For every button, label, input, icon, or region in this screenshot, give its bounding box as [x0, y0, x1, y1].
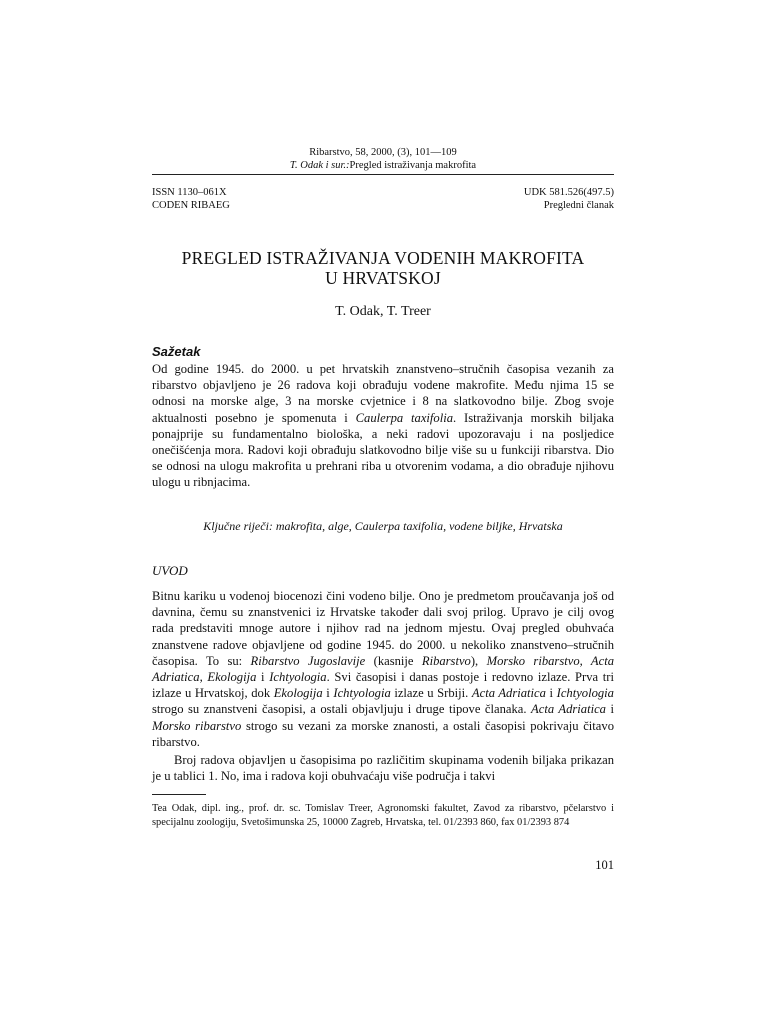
intro-text: izlaze u Srbiji.	[390, 686, 472, 701]
journal-name: Ichtyologia	[269, 670, 327, 685]
journal-name: Morsko ribarstvo, Acta Adriatica, Ekologija	[152, 653, 614, 685]
intro-text: i	[545, 686, 557, 701]
footnote: Tea Odak, dipl. ing., prof. dr. sc. Tomislav Treer, Agronomski fakultet, Zavod za ribarstvo, pčelarstvo i specijalnu zoologiju, Svetošimunska 25, 10000 Zagreb, Hrvatska, tel. 01/2393 860, fax 01/2393 874	[152, 803, 614, 828]
species-name: Caulerpa taxifolia	[355, 410, 454, 425]
article-type: Pregledni članak	[543, 200, 614, 211]
intro-text: Bitnu kariku u vodenoj biocenozi čini vodeno bilje. Ono je predmetom proučavanja još od davnina, čemu su znanstvenici iz Hrvatske također dali svoj prilog. Upravo je cilj ovog rada predstaviti mnoge autore i njihov rad na jednom mjestu. Ovaj pregled obuhvaća znanstvene radove objavljene od godine 1945. do 2000. u nekoliko znanstveno–stručnih časopisa. To su:	[152, 589, 614, 668]
abstract-text	[152, 361, 614, 491]
intro-text: i	[322, 686, 334, 701]
intro-text: (kasnije	[365, 653, 422, 668]
running-head-title: Pregled istraživanja makrofita	[349, 160, 477, 171]
short-title-line	[152, 159, 614, 172]
authors: T. Odak, T. Treer	[335, 304, 431, 319]
keywords: Ključne riječi: makrofita, alge, Caulerpa taxifolia, vodene biljke, Hrvatska	[203, 519, 563, 533]
coden: CODEN RIBAEG	[152, 200, 230, 211]
meta-right	[524, 186, 614, 212]
journal-name: Ribarstvo	[421, 653, 471, 668]
intro-paragraph-1	[152, 588, 614, 750]
title-line-2: U HRVATSKOJ	[325, 268, 441, 288]
intro-text: ),	[470, 653, 487, 668]
issn: ISSN 1130–061X	[152, 187, 227, 198]
udk: UDK 581.526(497.5)	[523, 187, 614, 198]
footnote-rule	[152, 794, 206, 795]
intro-text: . Svi časopisi i danas postoje i redovno izlaze. Prva tri izlaze u Hrvatskoj, dok	[152, 670, 615, 701]
running-head	[152, 146, 614, 172]
abstract-heading: Sažetak	[152, 344, 201, 359]
intro-text: i	[256, 670, 270, 685]
journal-name: Morsko ribarstvo	[152, 718, 242, 733]
intro-paragraph-2: Broj radova objavljen u časopisima po različitim skupinama vodenih biljaka prikazan je u tablici 1. No, ima i radova koji obuhvaćaju više područja i takvi	[152, 753, 614, 784]
journal-name: Ekologija	[273, 686, 323, 701]
abstract-part-1: Od godine 1945. do 2000. u pet hrvatskih znanstveno–stručnih časopisa vezanih za ribarstvo objavljeno je 26 radova koji obrađuju vodene makrofite. Među njima 15 se odnosi na morske alge, 3 na morske cvjetnice i 8 na slatkovodno bilje. Zbog svoje aktualnosti posebno je spomenuta i	[152, 362, 614, 425]
intro-text: strogo su vezani za morske znanosti, a ostali časopisi pokrivaju čitavo ribarstvo.	[152, 718, 614, 749]
running-head-authors: T. Odak i sur.:	[289, 160, 350, 171]
journal-citation: Ribarstvo, 58, 2000, (3), 101—109	[309, 147, 457, 158]
intro-text: strogo su znanstveni časopisi, a ostali objavljuju i druge tipove članaka.	[152, 702, 532, 717]
intro-heading: UVOD	[152, 563, 188, 578]
meta-left	[152, 186, 230, 212]
journal-name: Ribarstvo Jugoslavije	[250, 653, 366, 668]
journal-name: Acta Adriatica	[531, 702, 606, 717]
journal-name: Ichtyologia	[556, 686, 614, 701]
journal-name: Acta Adriatica	[471, 686, 546, 701]
title-line-1: PREGLED ISTRAŽIVANJA VODENIH MAKROFITA	[181, 248, 585, 268]
page-number: 101	[595, 858, 614, 872]
article-title	[152, 248, 614, 288]
intro-text: i	[605, 702, 614, 717]
header-rule	[152, 174, 614, 175]
journal-name: Ichtyologia	[333, 686, 391, 701]
abstract-part-2: . Istraživanja morskih biljaka ponajprije su fundamentalno biološka, a neki radovi upozoravaju i na posljedice onečišćenja mora. Radovi koji obrađuju slatkovodno bilje više su u funkciji ribarstva. Dio se odnosi na ulogu makrofita u prehrani riba u otvorenim vodama, a dio obrađuje njihovu ulogu u ribnjacima.	[152, 410, 615, 490]
